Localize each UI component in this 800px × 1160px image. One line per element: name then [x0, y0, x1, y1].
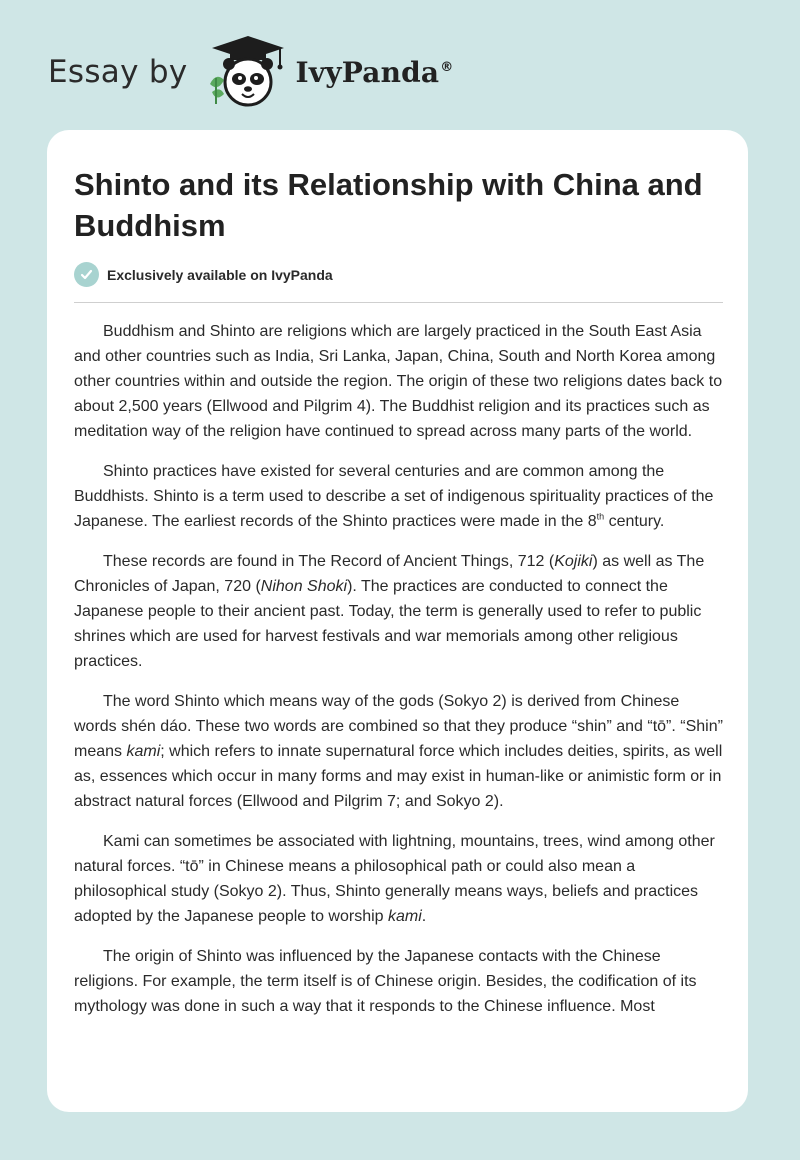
paragraph	[74, 944, 724, 1019]
paragraph-text: Kami can sometimes be associated with lightning, mountains, trees, wind among other natural forces. “tō” in Chinese means a philosophical path or could also mean a philosophical study (Sokyo 2). Thus, Shinto generally means ways, beliefs and practices adopted by the Japanese people to worship	[74, 833, 715, 925]
brand-header	[48, 34, 453, 110]
paragraph	[74, 459, 724, 534]
check-icon	[74, 262, 99, 287]
paragraph-text: Shinto practices have existed for several centuries and are common among the Buddhists. Shinto is a term used to describe a set of indigenous spirituality practices of the Japanese. The earliest records of the Shinto practices were made in the 8	[74, 463, 714, 530]
registered-mark: ®	[440, 60, 454, 76]
paragraph	[74, 549, 724, 674]
paragraph-text: ; which refers to innate supernatural force which includes deities, spirits, as well as, essences which occur in many forms and may exist in human-like or animistic form or in abstract natural forces (Ellwood and Pilgrim 7; and Sokyo 2).	[74, 743, 723, 810]
brand-name-text: IvyPanda	[295, 55, 440, 89]
paragraph	[74, 689, 724, 814]
brand-name	[296, 56, 454, 89]
exclusive-badge	[74, 262, 333, 287]
paragraph-text: Kojiki	[554, 553, 593, 570]
paragraph-text: century.	[604, 513, 665, 530]
paragraph-text: These records are found in The Record of Ancient Things, 712 (	[103, 553, 555, 570]
paragraph	[74, 319, 724, 444]
essay-card	[47, 130, 748, 1112]
paragraph-text: The word Shinto which means way of the gods (Sokyo 2) is derived from Chinese words shén dáo. These two words are combined so that they produce “shin” and “tō”. “Shin” means	[74, 693, 723, 760]
paragraph-text: The origin of Shinto was influenced by the Japanese contacts with the Chinese religions. For example, the term itself is of Chinese origin. Besides, the codification of its mythology was done in such a way that it responds to the Chinese influence. Most	[74, 948, 697, 1015]
panda-logo-icon[interactable]	[202, 34, 294, 110]
divider	[74, 302, 723, 303]
essay-by-label: Essay by	[48, 54, 188, 90]
paragraph-text: ) as well as The Chronicles of Japan, 720 (	[74, 553, 705, 595]
paragraph-text: .	[421, 908, 427, 925]
paragraph-text: kami	[126, 743, 161, 760]
paragraph-text: Buddhism and Shinto are religions which are largely practiced in the South East Asia and other countries such as India, Sri Lanka, Japan, China, South and North Korea among other countries within and outside the region. The origin of these two religions dates back to about 2,500 years (Ellwood and Pilgrim 4). The Buddhist religion and its practices such as meditation way of the religion have continued to spread across many parts of the world.	[74, 323, 723, 440]
paragraph-text: ). The practices are conducted to connect the Japanese people to their ancient past. Today, the term is generally used to refer to public shrines which are used for harvest festivals and war memorials among other religious practices.	[74, 578, 702, 670]
paragraph-text: kami	[388, 908, 422, 925]
paragraph-text: Nihon Shoki	[260, 578, 348, 595]
essay-title: Shinto and its Relationship with China and Buddhism	[74, 167, 703, 243]
paragraph	[74, 829, 724, 929]
exclusive-label: Exclusively available on IvyPanda	[107, 266, 333, 283]
essay-body	[74, 319, 724, 1034]
paragraph-text: th	[596, 511, 605, 522]
